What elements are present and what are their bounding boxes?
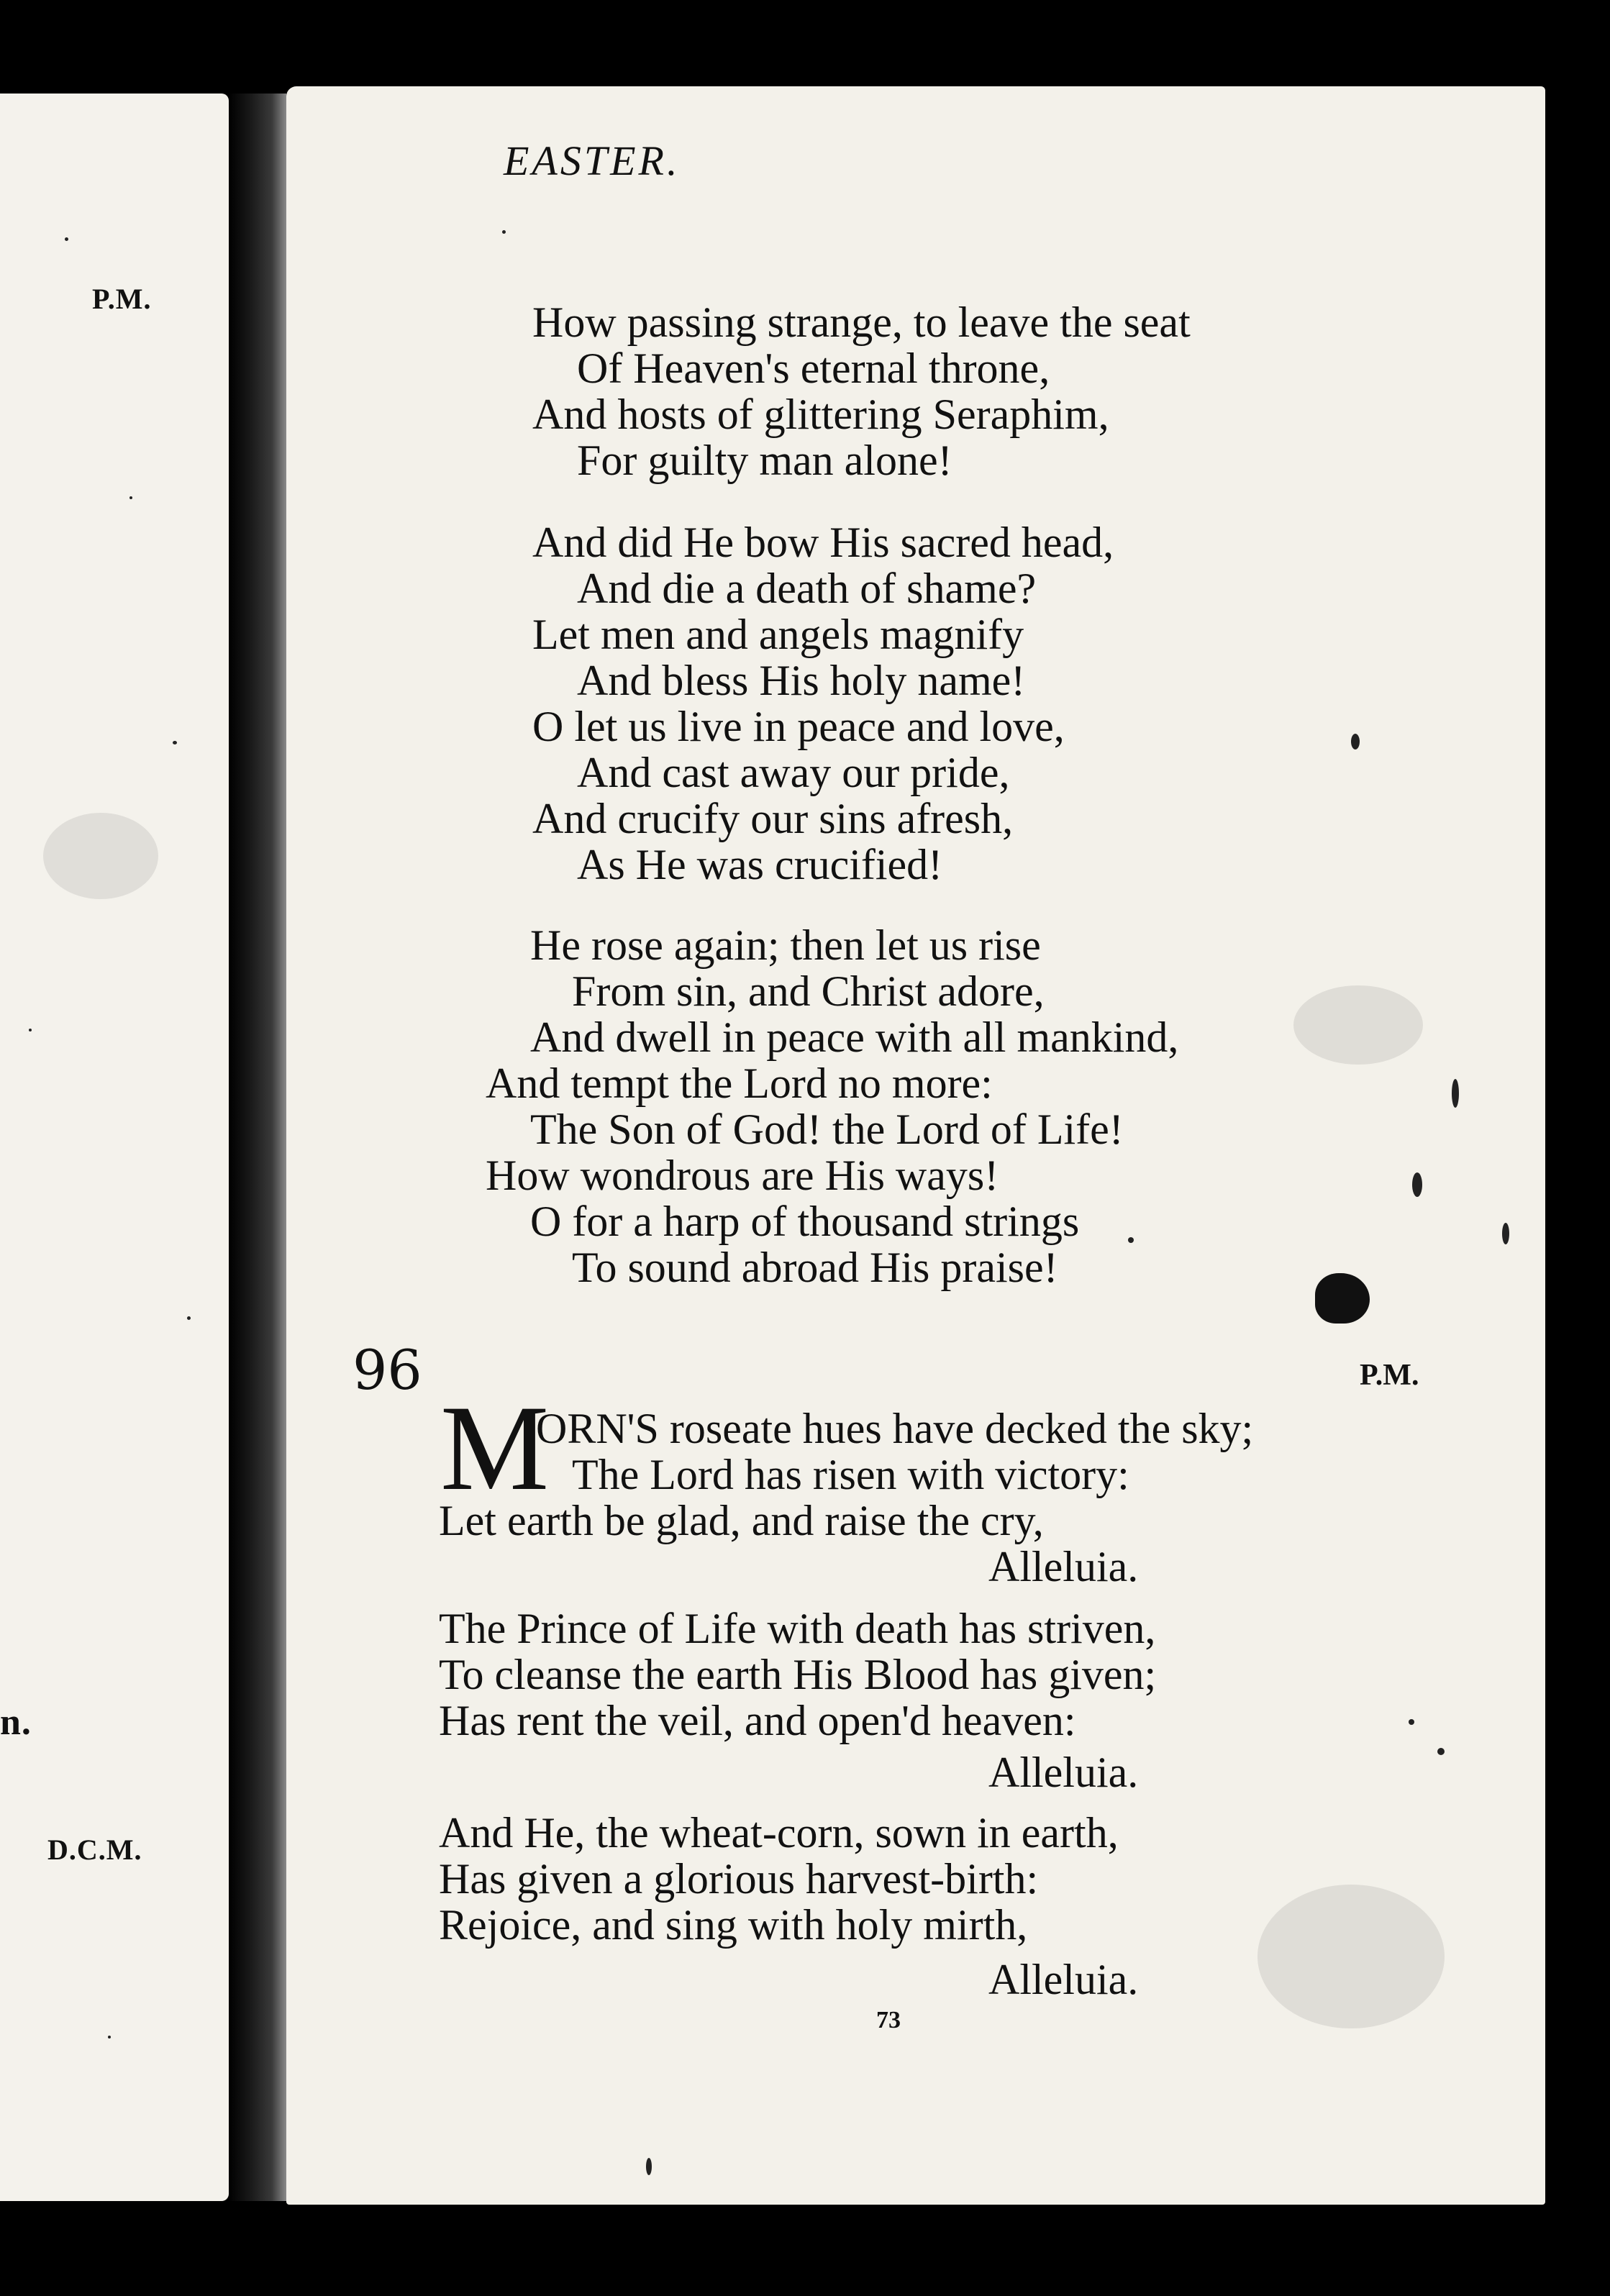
verse-line: And die a death of shame? [577, 565, 1037, 612]
refrain: Alleluia. [988, 1956, 1139, 2003]
verse-line: The Prince of Life with death has striven, [439, 1605, 1156, 1652]
book-gutter [229, 94, 286, 2201]
verse-line: And He, the wheat-corn, sown in earth, [439, 1809, 1119, 1857]
page-number: 73 [876, 2007, 901, 2033]
verse-line: How passing strange, to leave the seat [532, 299, 1191, 346]
verse-line: As He was crucified! [577, 841, 943, 888]
verse-line: And bless His holy name! [577, 657, 1026, 704]
verse-line: Has given a glorious harvest-birth: [439, 1855, 1039, 1903]
left-page [0, 94, 229, 2201]
verse-line: And crucify our sins afresh, [532, 795, 1014, 842]
stanza [439, 1810, 1119, 1948]
drop-cap: M [440, 1380, 550, 1516]
verse-line: And cast away our pride, [577, 749, 1010, 796]
stanza [486, 922, 1178, 1290]
stanza [439, 1605, 1156, 1744]
hymn-meter: P.M. [1360, 1359, 1419, 1392]
left-meter-bottom: D.C.M. [47, 1833, 142, 1866]
verse-line: To sound abroad His praise! [572, 1244, 1058, 1291]
stanza [439, 1406, 1253, 1544]
verse-line: The Lord has risen with victory: [572, 1451, 1129, 1498]
refrain: Alleluia. [988, 1749, 1139, 1796]
verse-line: Let earth be glad, and raise the cry, [439, 1497, 1044, 1544]
verse-line: The Son of God! the Lord of Life! [530, 1106, 1124, 1153]
left-meter-top: P.M. [92, 283, 152, 315]
stanza [532, 299, 1191, 483]
verse-line: Rejoice, and sing with holy mirth, [439, 1901, 1028, 1949]
verse-line: How wondrous are His ways! [486, 1152, 999, 1199]
left-fragment: n. [0, 1702, 32, 1743]
running-head: EASTER. [504, 137, 681, 184]
verse-line: Let men and angels magnify [532, 611, 1024, 658]
verse-line: And dwell in peace with all mankind, [530, 1013, 1179, 1061]
refrain: Alleluia. [988, 1543, 1139, 1590]
verse-line: ORN'S roseate hues have decked the sky; [536, 1405, 1254, 1452]
verse-line: O let us live in peace and love, [532, 703, 1065, 750]
verse-line: And did He bow His sacred head, [532, 519, 1114, 566]
hymn-number: 96 [353, 1338, 422, 1402]
verse-line: Has rent the veil, and open'd heaven: [439, 1697, 1076, 1744]
verse-line: And tempt the Lord no more: [486, 1060, 993, 1107]
verse-line: And hosts of glittering Seraphim, [532, 391, 1109, 438]
verse-line: O for a harp of thousand strings [530, 1198, 1080, 1245]
verse-line: For guilty man alone! [577, 437, 952, 484]
verse-line: To cleanse the earth His Blood has given; [439, 1651, 1157, 1698]
verse-line: Of Heaven's eternal throne, [577, 345, 1050, 392]
stanza [532, 519, 1114, 888]
verse-line: He rose again; then let us rise [530, 921, 1041, 969]
verse-line: From sin, and Christ adore, [572, 967, 1045, 1015]
